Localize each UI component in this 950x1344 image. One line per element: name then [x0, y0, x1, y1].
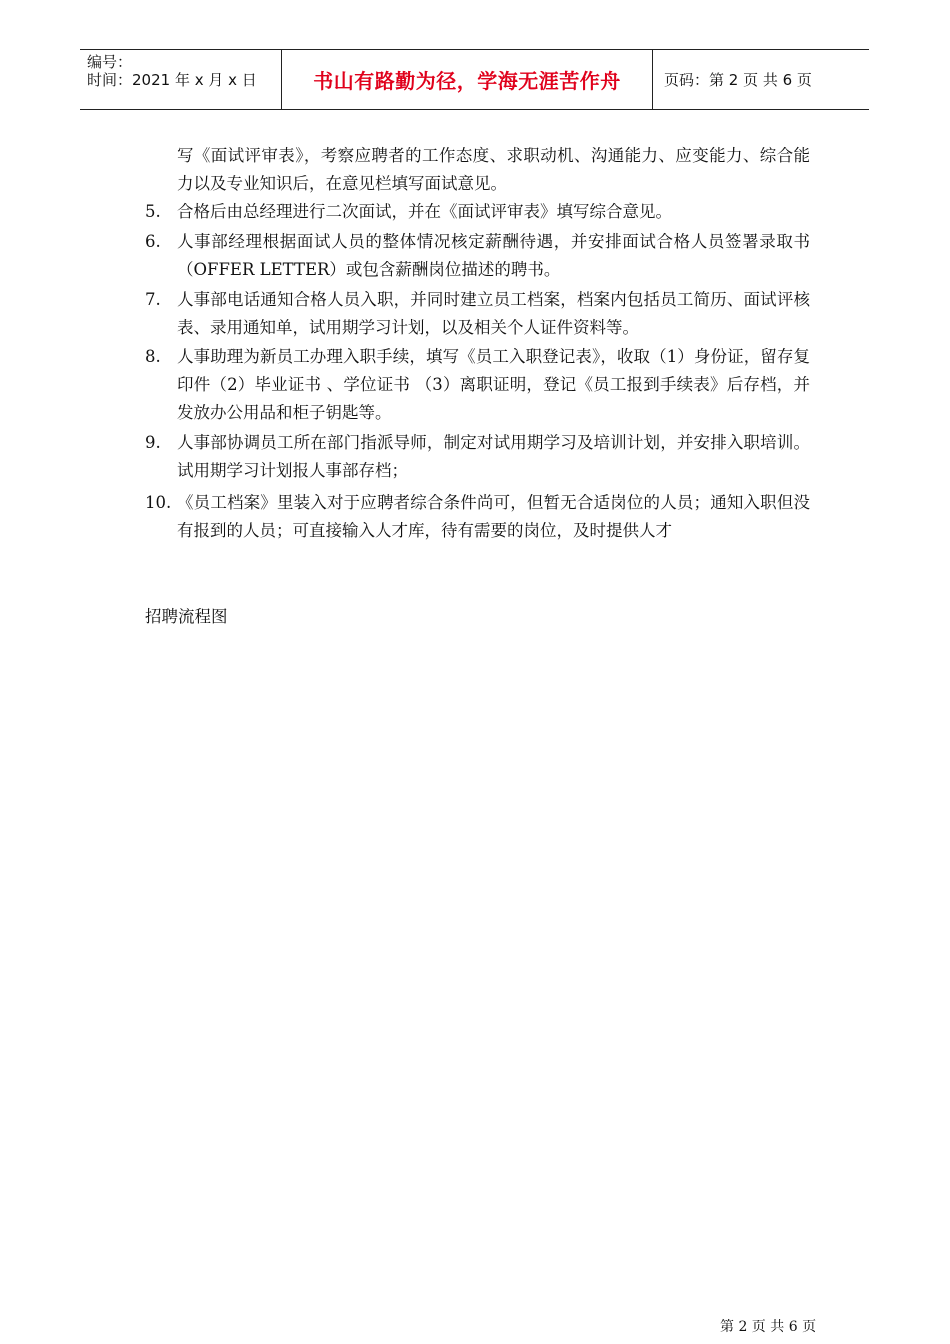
list-item	[145, 489, 810, 545]
list-item-number: 8.	[145, 347, 161, 366]
list-item-number: 10.	[145, 493, 172, 512]
header-meta-cell	[80, 50, 282, 109]
list-item-text: 人事助理为新员工办理入职手续，填写《员工入职登记表》，收取（1）身份证，留存复印件（2）毕业证书 、学位证书 （3）离职证明，登记《员工报到手续表》后存档，并发放办公用品和柜子钥匙等。	[177, 347, 810, 422]
flowchart-heading: 招聘流程图	[145, 607, 228, 626]
serial-number-label: 编号：	[87, 53, 133, 71]
list-item	[145, 343, 810, 427]
header-page-info: 页码：第 2 页 共 6 页	[664, 71, 812, 89]
list-item	[145, 286, 810, 342]
list-item	[145, 228, 810, 284]
list-item-number: 7.	[145, 290, 161, 309]
list-item-text: 人事部协调员工所在部门指派导师，制定对试用期学习及培训计划，并安排入职培训。试用期学习计划报人事部存档；	[177, 433, 810, 480]
list-item-number: 9.	[145, 433, 161, 452]
list-item-number: 5.	[145, 202, 161, 221]
header-motto: 书山有路勤为径，学海无涯苦作舟	[282, 50, 653, 109]
document-date: 时间：2021 年 x 月 x 日	[87, 71, 257, 89]
page-footer: 第 2 页 共 6 页	[720, 1319, 817, 1335]
list-item-text: 《员工档案》里装入对于应聘者综合条件尚可，但暂无合适岗位的人员；通知入职但没有报到的人员；可直接输入人才库，待有需要的岗位，及时提供人才	[177, 493, 810, 540]
list-item-text: 人事部经理根据面试人员的整体情况核定薪酬待遇，并安排面试合格人员签署录取书（OFFER LETTER）或包含薪酬岗位描述的聘书。	[177, 232, 810, 279]
list-item	[145, 429, 810, 485]
list-item-number: 6.	[145, 232, 161, 251]
list-item-text: 人事部电话通知合格人员入职，并同时建立员工档案，档案内包括员工简历、面试评核表、录用通知单，试用期学习计划，以及相关个人证件资料等。	[177, 290, 810, 337]
document-header	[80, 49, 869, 110]
list-item-text: 写《面试评审表》，考察应聘者的工作态度、求职动机、沟通能力、应变能力、综合能力以及专业知识后，在意见栏填写面试意见。	[177, 146, 810, 193]
list-item	[145, 198, 810, 226]
list-item-continuation	[145, 142, 810, 198]
list-item-text: 合格后由总经理进行二次面试，并在《面试评审表》填写综合意见。	[177, 202, 672, 221]
